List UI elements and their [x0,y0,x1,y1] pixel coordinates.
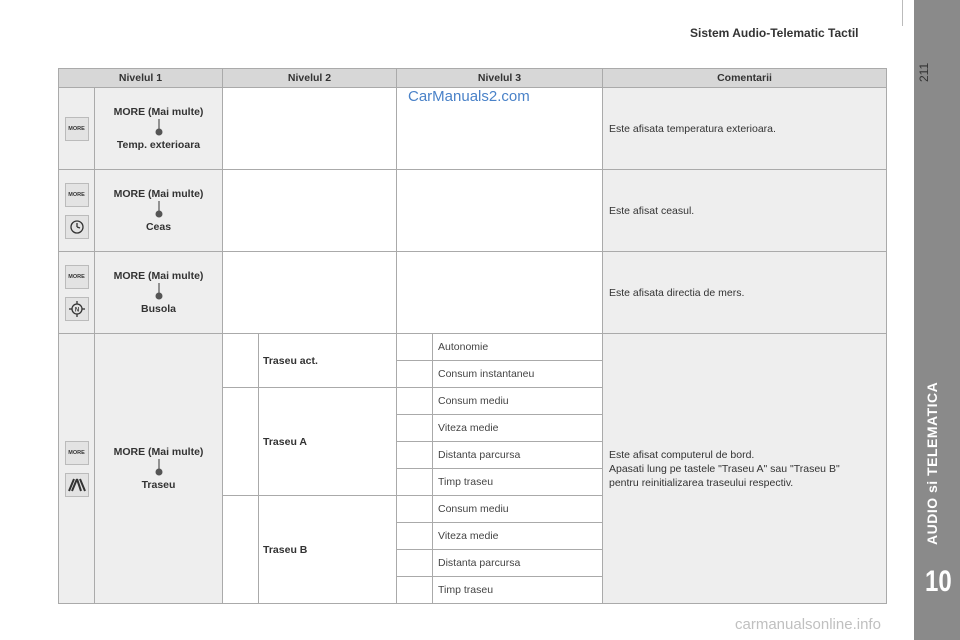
section-label: AUDIO si TELEMATICA [924,381,940,545]
trip-item: Consum mediu [433,388,603,415]
watermark-bottom: carmanualsonline.info [735,616,881,633]
comment-cell: Este afisat ceasul. [603,170,887,252]
trip-item: Distanta parcursa [433,442,603,469]
arrow-down-icon [154,283,164,301]
trip-item: Viteza medie [433,523,603,550]
trip-item: Autonomie [433,334,603,361]
arrow-down-icon [154,201,164,219]
arrow-down-icon [154,459,164,477]
trip-icon [65,473,89,497]
more-icon: MORE [65,183,89,207]
trip-item: Timp traseu [433,469,603,496]
header-comments: Comentarii [603,69,887,88]
trip-group-label: Traseu act. [259,334,397,388]
comment-cell: Este afisata temperatura exterioara. [603,88,887,170]
table-row [59,252,887,334]
watermark-top: CarManuals2.com [408,88,530,105]
page-number: 211 [917,62,931,82]
more-icon: MORE [65,265,89,289]
header-level1: Nivelul 1 [59,69,223,88]
trip-item: Consum instantaneu [433,361,603,388]
compass-icon [65,297,89,321]
svg-text:N: N [74,307,79,313]
menu-more-label: MORE (Mai multe) [113,106,204,118]
menu-more-label: MORE (Mai multe) [113,446,204,458]
trip-item: Consum mediu [433,496,603,523]
header-divider [902,0,903,26]
menu-sub-label: Temp. exterioara [116,139,201,151]
menu-more-label: MORE (Mai multe) [113,270,204,282]
arrow-down-icon [154,119,164,137]
comment-cell: Este afisat computerul de bord. Apasati lung pe tastele "Traseu A" sau "Traseu B" pentru reinitializarea traseului respectiv. [603,334,887,604]
more-icon: MORE [65,441,89,465]
menu-sub-label: Busola [140,303,176,315]
trip-group-label: Traseu A [259,388,397,496]
chapter-number: 10 [925,565,952,598]
header-level2: Nivelul 2 [223,69,397,88]
more-icon: MORE [65,117,89,141]
menu-more-label: MORE (Mai multe) [113,188,204,200]
menu-table [58,68,887,604]
trip-item: Viteza medie [433,415,603,442]
menu-sub-label: Ceas [145,221,172,233]
menu-sub-label: Traseu [141,479,176,491]
table-header-row [59,69,887,88]
trip-item: Timp traseu [433,577,603,604]
clock-icon [65,215,89,239]
trip-group-label: Traseu B [259,496,397,604]
table-row [59,334,887,361]
comment-cell: Este afisata directia de mers. [603,252,887,334]
page-header-title: Sistem Audio-Telematic Tactil [690,26,859,40]
header-level3: Nivelul 3 [397,69,603,88]
trip-item: Distanta parcursa [433,550,603,577]
table-row [59,170,887,252]
